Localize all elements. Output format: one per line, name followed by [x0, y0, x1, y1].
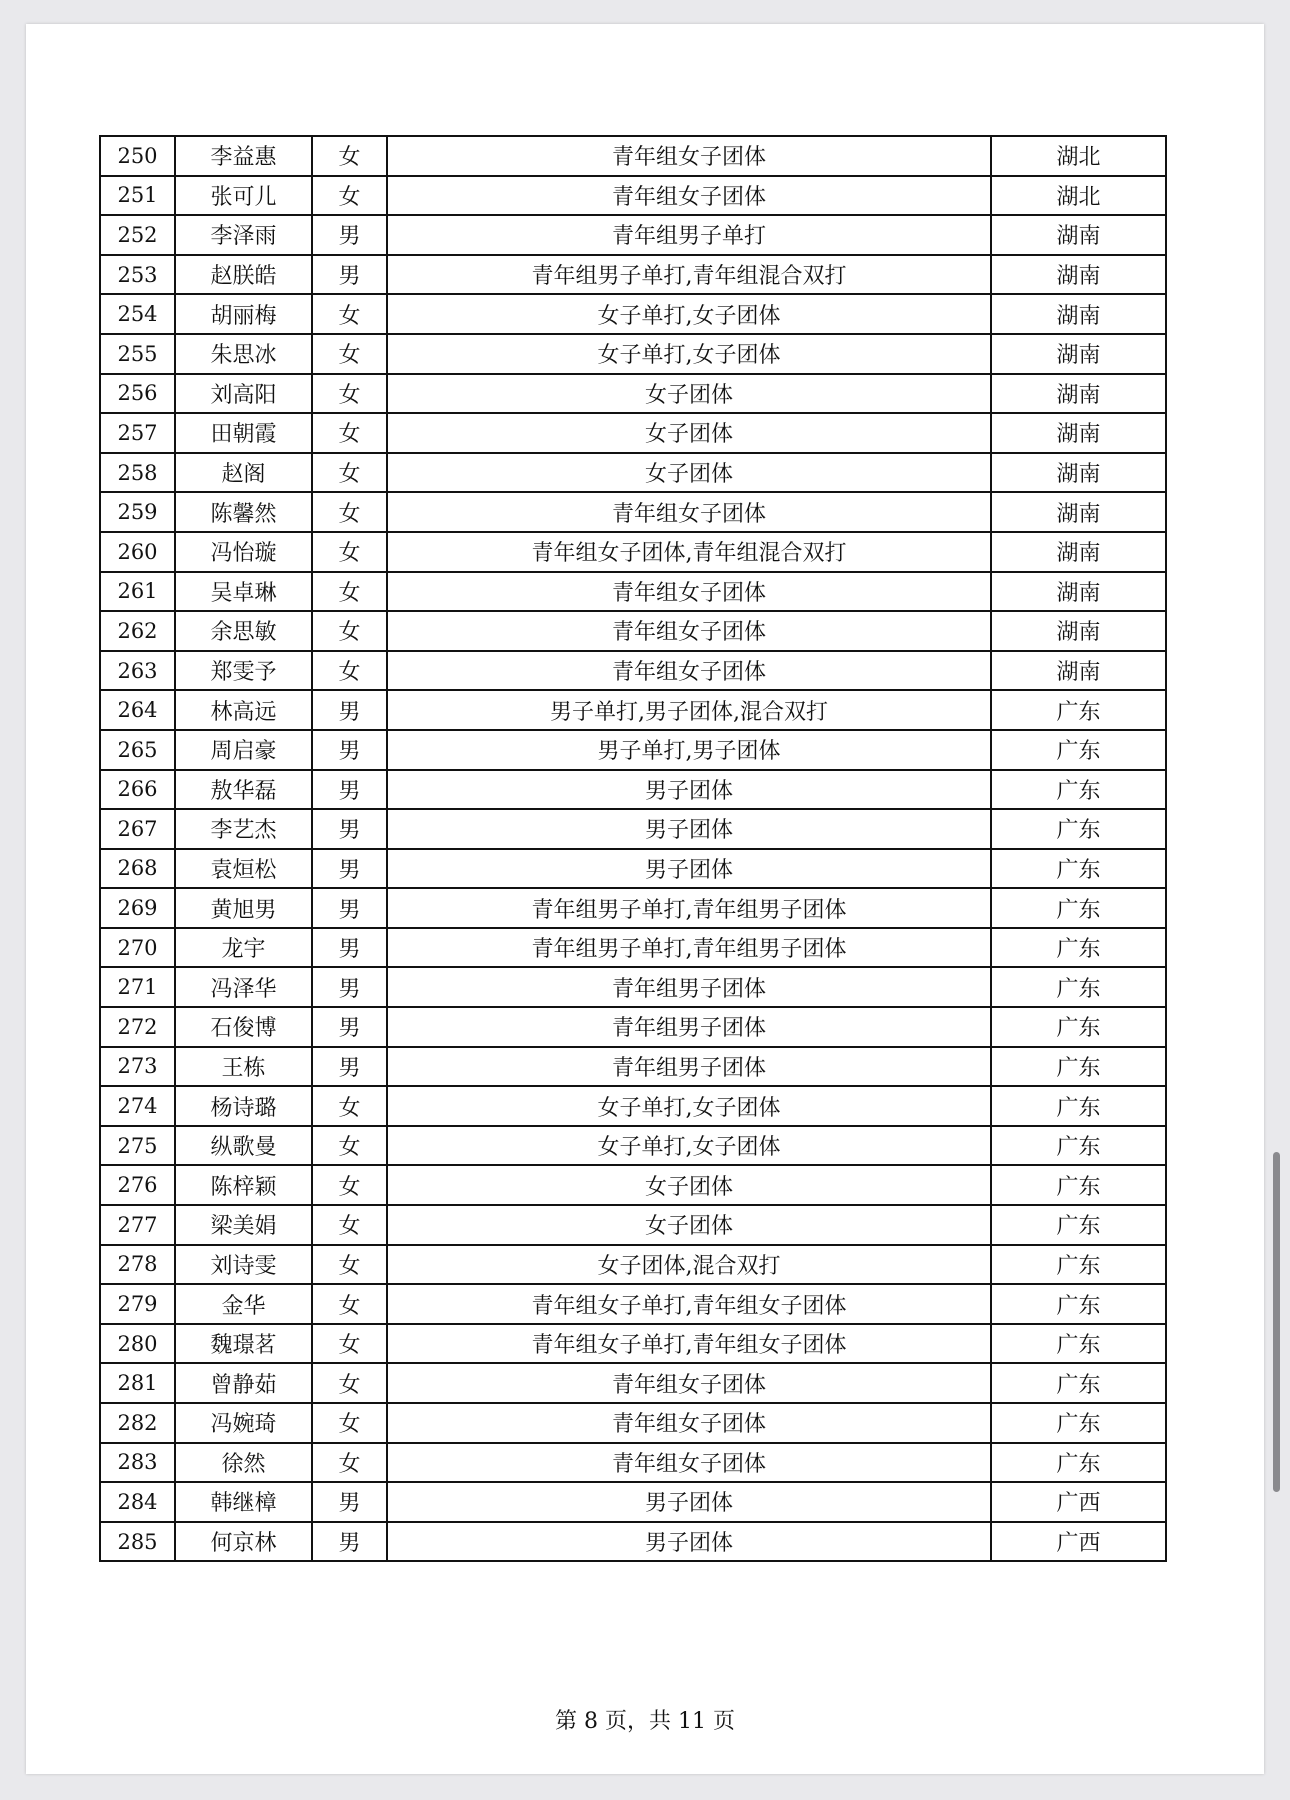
gender-cell: 女 [312, 374, 387, 414]
events-cell: 青年组女子团体 [387, 176, 991, 216]
events-cell: 女子团体 [387, 1165, 991, 1205]
events-cell: 女子团体 [387, 1205, 991, 1245]
gender-cell: 男 [312, 215, 387, 255]
table-row [100, 215, 1166, 255]
table-row [100, 809, 1166, 849]
gender-cell: 男 [312, 849, 387, 889]
table-row [100, 1443, 1166, 1483]
gender-cell: 男 [312, 1522, 387, 1562]
row-number-cell: 264 [100, 690, 175, 730]
province-cell: 广东 [991, 1403, 1166, 1443]
player-name-cell: 田朝霞 [175, 413, 312, 453]
player-name-cell: 李泽雨 [175, 215, 312, 255]
gender-cell: 女 [312, 572, 387, 612]
row-number-cell: 268 [100, 849, 175, 889]
table-row [100, 770, 1166, 810]
events-cell: 男子单打,男子团体,混合双打 [387, 690, 991, 730]
table-row [100, 1363, 1166, 1403]
table-row [100, 1126, 1166, 1166]
province-cell: 广东 [991, 1363, 1166, 1403]
row-number-cell: 283 [100, 1443, 175, 1483]
gender-cell: 男 [312, 690, 387, 730]
events-cell: 青年组女子团体 [387, 572, 991, 612]
gender-cell: 男 [312, 770, 387, 810]
events-cell: 青年组男子团体 [387, 967, 991, 1007]
row-number-cell: 250 [100, 136, 175, 176]
table-row [100, 1245, 1166, 1285]
province-cell: 湖南 [991, 651, 1166, 691]
row-number-cell: 277 [100, 1205, 175, 1245]
province-cell: 广东 [991, 1165, 1166, 1205]
province-cell: 广东 [991, 928, 1166, 968]
events-cell: 男子团体 [387, 1482, 991, 1522]
gender-cell: 女 [312, 413, 387, 453]
events-cell: 女子团体,混合双打 [387, 1245, 991, 1285]
player-name-cell: 李艺杰 [175, 809, 312, 849]
row-number-cell: 285 [100, 1522, 175, 1562]
table-row [100, 136, 1166, 176]
gender-cell: 女 [312, 294, 387, 334]
events-cell: 青年组女子团体 [387, 1363, 991, 1403]
player-name-cell: 冯泽华 [175, 967, 312, 1007]
row-number-cell: 276 [100, 1165, 175, 1205]
province-cell: 湖南 [991, 413, 1166, 453]
events-cell: 青年组男子团体 [387, 1047, 991, 1087]
player-name-cell: 吴卓琳 [175, 572, 312, 612]
player-name-cell: 何京林 [175, 1522, 312, 1562]
row-number-cell: 254 [100, 294, 175, 334]
player-name-cell: 金华 [175, 1284, 312, 1324]
gender-cell: 女 [312, 651, 387, 691]
gender-cell: 女 [312, 1245, 387, 1285]
table-row [100, 176, 1166, 216]
row-number-cell: 261 [100, 572, 175, 612]
table-row [100, 1482, 1166, 1522]
table-row [100, 928, 1166, 968]
gender-cell: 女 [312, 1284, 387, 1324]
gender-cell: 女 [312, 136, 387, 176]
row-number-cell: 251 [100, 176, 175, 216]
row-number-cell: 256 [100, 374, 175, 414]
province-cell: 广东 [991, 1324, 1166, 1364]
table-row [100, 413, 1166, 453]
row-number-cell: 273 [100, 1047, 175, 1087]
player-name-cell: 杨诗璐 [175, 1086, 312, 1126]
gender-cell: 男 [312, 1007, 387, 1047]
row-number-cell: 257 [100, 413, 175, 453]
roster-table-body [100, 136, 1166, 1561]
table-row [100, 294, 1166, 334]
events-cell: 青年组女子团体 [387, 492, 991, 532]
row-number-cell: 284 [100, 1482, 175, 1522]
events-cell: 青年组男子单打,青年组男子团体 [387, 928, 991, 968]
province-cell: 湖南 [991, 611, 1166, 651]
row-number-cell: 258 [100, 453, 175, 493]
player-name-cell: 黄旭男 [175, 888, 312, 928]
events-cell: 青年组男子单打,青年组男子团体 [387, 888, 991, 928]
events-cell: 男子团体 [387, 1522, 991, 1562]
player-name-cell: 周启豪 [175, 730, 312, 770]
table-row [100, 888, 1166, 928]
province-cell: 湖南 [991, 215, 1166, 255]
player-name-cell: 张可儿 [175, 176, 312, 216]
province-cell: 广东 [991, 1126, 1166, 1166]
events-cell: 青年组女子团体 [387, 611, 991, 651]
player-name-cell: 林高远 [175, 690, 312, 730]
events-cell: 女子团体 [387, 453, 991, 493]
gender-cell: 男 [312, 809, 387, 849]
province-cell: 广西 [991, 1522, 1166, 1562]
gender-cell: 女 [312, 492, 387, 532]
gender-cell: 女 [312, 453, 387, 493]
events-cell: 青年组女子团体 [387, 651, 991, 691]
province-cell: 广东 [991, 770, 1166, 810]
gender-cell: 女 [312, 176, 387, 216]
gender-cell: 女 [312, 1363, 387, 1403]
player-name-cell: 龙宇 [175, 928, 312, 968]
player-name-cell: 李益惠 [175, 136, 312, 176]
player-name-cell: 胡丽梅 [175, 294, 312, 334]
province-cell: 广东 [991, 690, 1166, 730]
events-cell: 青年组男子单打,青年组混合双打 [387, 255, 991, 295]
province-cell: 广东 [991, 888, 1166, 928]
player-name-cell: 朱思冰 [175, 334, 312, 374]
roster-table [99, 135, 1167, 1562]
document-page [26, 24, 1264, 1774]
player-name-cell: 徐然 [175, 1443, 312, 1483]
gender-cell: 女 [312, 1205, 387, 1245]
player-name-cell: 赵朕皓 [175, 255, 312, 295]
player-name-cell: 王栋 [175, 1047, 312, 1087]
province-cell: 湖南 [991, 374, 1166, 414]
events-cell: 女子团体 [387, 374, 991, 414]
province-cell: 广东 [991, 809, 1166, 849]
table-row [100, 651, 1166, 691]
table-row [100, 1205, 1166, 1245]
gender-cell: 女 [312, 1403, 387, 1443]
province-cell: 湖南 [991, 492, 1166, 532]
row-number-cell: 262 [100, 611, 175, 651]
table-row [100, 690, 1166, 730]
player-name-cell: 刘高阳 [175, 374, 312, 414]
province-cell: 湖南 [991, 453, 1166, 493]
province-cell: 广东 [991, 1047, 1166, 1087]
province-cell: 广东 [991, 1086, 1166, 1126]
province-cell: 广东 [991, 1443, 1166, 1483]
row-number-cell: 255 [100, 334, 175, 374]
player-name-cell: 郑雯予 [175, 651, 312, 691]
player-name-cell: 陈馨然 [175, 492, 312, 532]
gender-cell: 男 [312, 255, 387, 295]
events-cell: 青年组女子团体 [387, 136, 991, 176]
province-cell: 湖南 [991, 572, 1166, 612]
row-number-cell: 270 [100, 928, 175, 968]
province-cell: 广西 [991, 1482, 1166, 1522]
gender-cell: 女 [312, 1126, 387, 1166]
province-cell: 广东 [991, 1284, 1166, 1324]
province-cell: 广东 [991, 1007, 1166, 1047]
row-number-cell: 275 [100, 1126, 175, 1166]
gender-cell: 男 [312, 730, 387, 770]
row-number-cell: 271 [100, 967, 175, 1007]
player-name-cell: 赵阁 [175, 453, 312, 493]
events-cell: 青年组女子团体 [387, 1443, 991, 1483]
events-cell: 青年组女子团体,青年组混合双打 [387, 532, 991, 572]
events-cell: 女子单打,女子团体 [387, 334, 991, 374]
row-number-cell: 280 [100, 1324, 175, 1364]
gender-cell: 女 [312, 611, 387, 651]
row-number-cell: 266 [100, 770, 175, 810]
gender-cell: 男 [312, 888, 387, 928]
gender-cell: 男 [312, 967, 387, 1007]
province-cell: 湖北 [991, 136, 1166, 176]
events-cell: 青年组男子团体 [387, 1007, 991, 1047]
player-name-cell: 刘诗雯 [175, 1245, 312, 1285]
province-cell: 广东 [991, 967, 1166, 1007]
table-row [100, 255, 1166, 295]
player-name-cell: 冯怡璇 [175, 532, 312, 572]
events-cell: 男子单打,男子团体 [387, 730, 991, 770]
row-number-cell: 279 [100, 1284, 175, 1324]
table-row [100, 1007, 1166, 1047]
player-name-cell: 敖华磊 [175, 770, 312, 810]
player-name-cell: 魏璟茗 [175, 1324, 312, 1364]
province-cell: 湖南 [991, 294, 1166, 334]
table-row [100, 849, 1166, 889]
province-cell: 广东 [991, 1245, 1166, 1285]
province-cell: 湖南 [991, 255, 1166, 295]
province-cell: 湖南 [991, 532, 1166, 572]
province-cell: 湖北 [991, 176, 1166, 216]
province-cell: 广东 [991, 849, 1166, 889]
table-row [100, 374, 1166, 414]
events-cell: 青年组男子单打 [387, 215, 991, 255]
table-row [100, 1324, 1166, 1364]
player-name-cell: 陈梓颖 [175, 1165, 312, 1205]
events-cell: 男子团体 [387, 809, 991, 849]
gender-cell: 女 [312, 1165, 387, 1205]
player-name-cell: 梁美娟 [175, 1205, 312, 1245]
gender-cell: 男 [312, 1482, 387, 1522]
table-row [100, 1284, 1166, 1324]
table-row [100, 1086, 1166, 1126]
province-cell: 广东 [991, 730, 1166, 770]
table-row [100, 492, 1166, 532]
row-number-cell: 281 [100, 1363, 175, 1403]
row-number-cell: 263 [100, 651, 175, 691]
row-number-cell: 272 [100, 1007, 175, 1047]
gender-cell: 女 [312, 1443, 387, 1483]
row-number-cell: 282 [100, 1403, 175, 1443]
table-row [100, 1403, 1166, 1443]
table-row [100, 572, 1166, 612]
table-row [100, 967, 1166, 1007]
row-number-cell: 269 [100, 888, 175, 928]
player-name-cell: 纵歌曼 [175, 1126, 312, 1166]
gender-cell: 女 [312, 1086, 387, 1126]
row-number-cell: 259 [100, 492, 175, 532]
events-cell: 女子单打,女子团体 [387, 294, 991, 334]
events-cell: 女子单打,女子团体 [387, 1126, 991, 1166]
events-cell: 男子团体 [387, 770, 991, 810]
row-number-cell: 267 [100, 809, 175, 849]
table-row [100, 730, 1166, 770]
province-cell: 广东 [991, 1205, 1166, 1245]
gender-cell: 女 [312, 1324, 387, 1364]
province-cell: 湖南 [991, 334, 1166, 374]
table-row [100, 1165, 1166, 1205]
table-row [100, 1047, 1166, 1087]
gender-cell: 男 [312, 928, 387, 968]
player-name-cell: 袁烜松 [175, 849, 312, 889]
page-number: 第 8 页，共 11 页 [555, 1709, 735, 1734]
gender-cell: 女 [312, 532, 387, 572]
events-cell: 男子团体 [387, 849, 991, 889]
row-number-cell: 278 [100, 1245, 175, 1285]
player-name-cell: 曾静茹 [175, 1363, 312, 1403]
player-name-cell: 石俊博 [175, 1007, 312, 1047]
row-number-cell: 253 [100, 255, 175, 295]
row-number-cell: 265 [100, 730, 175, 770]
row-number-cell: 274 [100, 1086, 175, 1126]
events-cell: 女子单打,女子团体 [387, 1086, 991, 1126]
row-number-cell: 252 [100, 215, 175, 255]
scrollbar-thumb[interactable] [1273, 1152, 1280, 1492]
gender-cell: 女 [312, 334, 387, 374]
player-name-cell: 韩继樟 [175, 1482, 312, 1522]
events-cell: 青年组女子单打,青年组女子团体 [387, 1284, 991, 1324]
row-number-cell: 260 [100, 532, 175, 572]
table-row [100, 1522, 1166, 1562]
table-row [100, 334, 1166, 374]
player-name-cell: 冯婉琦 [175, 1403, 312, 1443]
table-row [100, 611, 1166, 651]
table-row [100, 532, 1166, 572]
events-cell: 青年组女子单打,青年组女子团体 [387, 1324, 991, 1364]
gender-cell: 男 [312, 1047, 387, 1087]
player-name-cell: 余思敏 [175, 611, 312, 651]
events-cell: 女子团体 [387, 413, 991, 453]
table-row [100, 453, 1166, 493]
events-cell: 青年组女子团体 [387, 1403, 991, 1443]
